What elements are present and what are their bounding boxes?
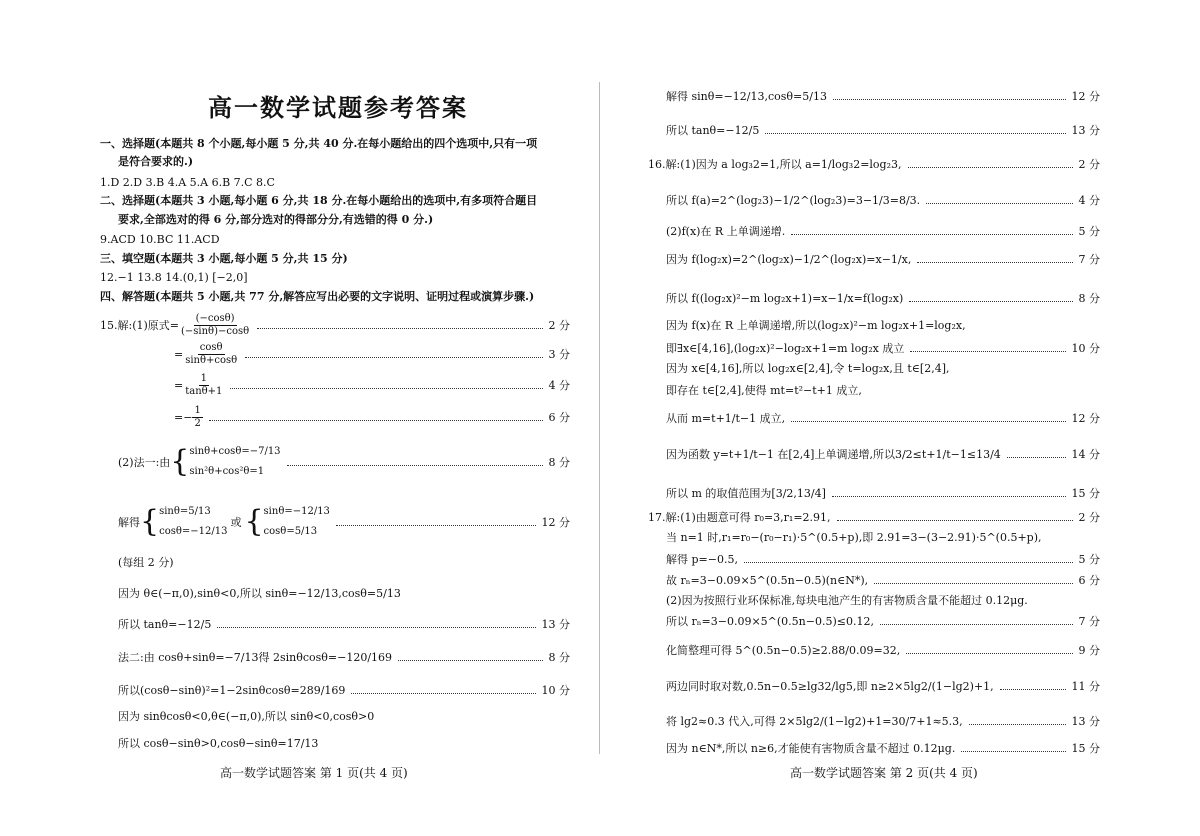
- score: 7 分: [1078, 253, 1100, 266]
- solution-b: [264, 502, 330, 542]
- dot-leader: [791, 415, 1065, 422]
- score: 4 分: [548, 379, 570, 392]
- dot-leader: [351, 687, 535, 694]
- q17-line-6: [666, 614, 1100, 628]
- score: 6 分: [548, 411, 570, 424]
- text: 因为 n∈N*,所以 n≥6,才能使有害物质含量不超过 0.12μg.: [666, 742, 956, 755]
- text: 将 lg2≈0.3 代入,可得 2×5lg2/(1−lg2)+1=30/7+1≈5.3,: [666, 715, 963, 728]
- score: 6 分: [1078, 574, 1100, 587]
- score: 4 分: [1078, 194, 1100, 207]
- dot-leader: [880, 618, 1073, 625]
- page-title: 高一数学试题参考答案: [208, 94, 468, 122]
- text: 因为 f(log₂x)=2^(log₂x)−1/2^(log₂x)=x−1/x,: [666, 253, 912, 266]
- dot-leader: [230, 382, 542, 389]
- dot-leader: [917, 256, 1072, 263]
- q15-line-1: [100, 313, 570, 337]
- text: 所以 f((log₂x)²−m log₂x+1)=x−1/x=f(log₂x): [666, 292, 904, 305]
- score: 14 分: [1071, 448, 1100, 461]
- left-brace-icon: {: [140, 504, 160, 539]
- solution-a: [159, 502, 227, 542]
- section-1-heading-cont: 是符合要求的.): [118, 155, 194, 168]
- q15-line-3: [174, 373, 570, 397]
- numerator: 1: [194, 404, 201, 416]
- equation: cosθ=5/13: [263, 526, 318, 537]
- q17-line-7: [666, 643, 1100, 657]
- score: 10 分: [541, 684, 570, 697]
- section-3-heading: 三、填空题(本题共 3 小题,每小题 5 分,共 15 分): [100, 252, 348, 265]
- left-brace-icon: {: [170, 444, 190, 479]
- text: 所以 f(a)=2^(log₂3)−1/2^(log₂3)=3−1/3=8/3.: [666, 194, 921, 207]
- q15-line-8-text: 所以(cosθ−sinθ)²=1−2sinθcosθ=289/169: [118, 684, 346, 697]
- q15-method1-system: [118, 440, 570, 484]
- q15-line-4-prefix: =−: [174, 410, 193, 424]
- text: 解得 sinθ=−12/13,cosθ=5/13: [666, 90, 827, 103]
- denominator: 2: [194, 417, 201, 429]
- section-2-answers: 9.ACD 10.BC 11.ACD: [100, 233, 220, 246]
- score: 13 分: [1071, 124, 1100, 137]
- score: 15 分: [1071, 487, 1100, 500]
- numerator: cosθ: [199, 341, 223, 353]
- q16-line-2: [666, 193, 1100, 207]
- q16-line-8: 因为 x∈[4,16],所以 log₂x∈[2,4],令 t=log₂x,且 t∈[2,4],: [666, 362, 950, 375]
- or-label: 或: [230, 516, 242, 529]
- q15-line-9: 因为 sinθcosθ<0,θ∈(−π,0),所以 sinθ<0,cosθ>0: [118, 710, 375, 723]
- score: 2 分: [548, 319, 570, 332]
- fraction: [183, 373, 224, 398]
- q16-line-4: [666, 252, 1100, 266]
- section-2-heading-cont: 要求,全部选对的得 6 分,部分选对的得部分分,有选错的得 0 分.): [118, 213, 434, 226]
- score: 3 分: [548, 348, 570, 361]
- q15-line-4: [174, 405, 570, 429]
- dot-leader: [287, 459, 543, 466]
- fraction: [183, 342, 239, 367]
- score: 8 分: [548, 651, 570, 664]
- equation: sinθ=−12/13: [263, 506, 330, 517]
- q16-line-12: [666, 486, 1100, 500]
- score: 13 分: [541, 618, 570, 631]
- q17-line-8: [666, 679, 1100, 693]
- score: 12 分: [1071, 90, 1100, 103]
- numerator: (−cosθ): [195, 312, 235, 324]
- section-3-answers: 12.−1 13.8 14.(0,1) [−2,0]: [100, 271, 248, 284]
- q15-line-6-text: 所以 tanθ=−12/5: [118, 618, 212, 631]
- denominator: sinθ+cosθ: [185, 354, 238, 366]
- text: 17.解:(1)由题意可得 r₀=3,r₁=2.91,: [648, 511, 831, 524]
- dot-leader: [245, 351, 542, 358]
- equation-system: [189, 442, 280, 482]
- fraction: [192, 405, 202, 430]
- q15-note: (每组 2 分): [118, 556, 174, 569]
- equation: sin²θ+cos²θ=1: [189, 466, 265, 477]
- text: 即∃x∈[4,16],(log₂x)²−log₂x+1=m log₂x 成立: [666, 342, 905, 355]
- dot-leader: [209, 414, 543, 421]
- q15-line-8: [118, 683, 570, 697]
- q16-line-5: [666, 291, 1100, 305]
- text: (2)f(x)在 R 上单调递增.: [666, 225, 786, 238]
- dot-leader: [837, 514, 1073, 521]
- denominator: (−sinθ)−cosθ: [181, 325, 250, 337]
- section-2-heading: 二、选择题(本题共 3 小题,每小题 6 分,共 18 分.在每小题给出的选项中,有多项符合题目: [100, 194, 538, 207]
- score: 5 分: [1078, 225, 1100, 238]
- q16-line-7: [666, 341, 1100, 355]
- q17-line-5: (2)因为按照行业环保标准,每块电池产生的有害物质含量不能超过 0.12μg.: [666, 594, 1028, 607]
- q15-method1-prefix: (2)法一:由: [118, 456, 171, 469]
- dot-leader: [908, 161, 1073, 168]
- text: 解得 p=−0.5,: [666, 553, 738, 566]
- text: 化简整理可得 5^(0.5n−0.5)≥2.88/0.09=32,: [666, 644, 901, 657]
- page-footer-right: 高一数学试题答案 第 2 页(共 4 页): [790, 766, 978, 780]
- score: 10 分: [1071, 342, 1100, 355]
- dot-leader: [398, 654, 542, 661]
- q15-line-7: [118, 650, 570, 664]
- section-1-answers: 1.D 2.D 3.B 4.A 5.A 6.B 7.C 8.C: [100, 176, 275, 189]
- denominator: tanθ+1: [185, 385, 223, 397]
- score: 9 分: [1078, 644, 1100, 657]
- q16-line-10: [666, 411, 1100, 425]
- dot-leader: [909, 295, 1072, 302]
- dot-leader: [906, 647, 1072, 654]
- q15-solutions-prefix: 解得: [118, 516, 140, 529]
- q15-line-5: 因为 θ∈(−π,0),sinθ<0,所以 sinθ=−12/13,cosθ=5/13: [118, 587, 401, 600]
- dot-leader: [969, 718, 1066, 725]
- text: 所以 m 的取值范围为[3/2,13/4]: [666, 487, 826, 500]
- q16-line-11: [666, 447, 1100, 461]
- text: 两边同时取对数,0.5n−0.5≥lg32/lg5,即 n≥2×5lg2/(1−lg2)+1,: [666, 680, 994, 693]
- q16-line-9: 即存在 t∈[2,4],使得 mt=t²−t+1 成立,: [666, 384, 862, 397]
- score: 8 分: [548, 456, 570, 469]
- q17-line-10: [666, 741, 1100, 755]
- text: 16.解:(1)因为 a log₃2=1,所以 a=1/log₃2=log₂3,: [648, 158, 902, 171]
- q15-line-3-prefix: =: [174, 378, 184, 392]
- dot-leader: [336, 519, 536, 526]
- text: 所以 rₙ=3−0.09×5^(0.5n−0.5)≤0.12,: [666, 615, 874, 628]
- score: 13 分: [1071, 715, 1100, 728]
- score: 12 分: [541, 516, 570, 529]
- numerator: 1: [200, 372, 207, 384]
- q16-line-3: [666, 224, 1100, 238]
- dot-leader: [926, 197, 1072, 204]
- equation: cosθ=−12/13: [159, 526, 228, 537]
- dot-leader: [832, 490, 1066, 497]
- dot-leader: [910, 345, 1065, 352]
- text: 故 rₙ=3−0.09×5^(0.5n−0.5)(n∈N*),: [666, 574, 869, 587]
- score: 15 分: [1071, 742, 1100, 755]
- equation: sinθ=5/13: [159, 506, 211, 517]
- page-footer-left: 高一数学试题答案 第 1 页(共 4 页): [220, 766, 408, 780]
- q16-line-6: 因为 f(x)在 R 上单调递增,所以(log₂x)²−m log₂x+1=log₂x,: [666, 319, 966, 332]
- score: 2 分: [1078, 158, 1100, 171]
- text: 从而 m=t+1/t−1 成立,: [666, 412, 786, 425]
- dot-leader: [217, 621, 535, 628]
- q15-line-6: [118, 617, 570, 631]
- dot-leader: [961, 745, 1065, 752]
- r-line-1: [666, 89, 1100, 103]
- text: 因为函数 y=t+1/t−1 在[2,4]上单调递增,所以3/2≤t+1/t−1≤13/4: [666, 448, 1001, 461]
- q17-line-1: [648, 510, 1100, 524]
- dot-leader: [833, 93, 1066, 100]
- dot-leader: [744, 556, 1073, 563]
- section-4-heading: 四、解答题(本题共 5 小题,共 77 分,解答应写出必要的文字说明、证明过程或演算步骤.): [100, 290, 535, 303]
- q15-line-1-prefix: 15.解:(1)原式=: [100, 319, 179, 332]
- score: 8 分: [1078, 292, 1100, 305]
- score: 5 分: [1078, 553, 1100, 566]
- fraction: [179, 313, 251, 338]
- q15-line-2: [174, 342, 570, 366]
- dot-leader: [1007, 451, 1066, 458]
- score: 12 分: [1071, 412, 1100, 425]
- text: 所以 tanθ=−12/5: [666, 124, 760, 137]
- q17-line-2: 当 n=1 时,r₁=r₀−(r₀−r₁)·5^(0.5+p),即 2.91=3−(3−2.91)·5^(0.5+p),: [666, 531, 1042, 544]
- r-line-2: [666, 123, 1100, 137]
- left-brace-icon: {: [244, 504, 264, 539]
- section-1-heading: 一、选择题(本题共 8 个小题,每小题 5 分,共 40 分.在每小题给出的四个选项中,只有一项: [100, 137, 538, 150]
- dot-leader: [874, 577, 1072, 584]
- q15-line-7-text: 法二:由 cosθ+sinθ=−7/13得 2sinθcosθ=−120/169: [118, 651, 393, 664]
- dot-leader: [1000, 683, 1066, 690]
- q17-line-3: [666, 552, 1100, 566]
- q15-solutions: [118, 498, 570, 546]
- dot-leader: [257, 322, 542, 329]
- q17-line-9: [666, 714, 1100, 728]
- score: 2 分: [1078, 511, 1100, 524]
- q15-line-10: 所以 cosθ−sinθ>0,cosθ−sinθ=17/13: [118, 737, 319, 750]
- column-divider: [599, 82, 600, 754]
- dot-leader: [765, 127, 1065, 134]
- q15-line-2-prefix: =: [174, 347, 184, 361]
- dot-leader: [791, 228, 1072, 235]
- score: 11 分: [1071, 680, 1100, 693]
- score: 7 分: [1078, 615, 1100, 628]
- q16-line-1: [648, 157, 1100, 171]
- equation: sinθ+cosθ=−7/13: [189, 446, 281, 457]
- q17-line-4: [666, 573, 1100, 587]
